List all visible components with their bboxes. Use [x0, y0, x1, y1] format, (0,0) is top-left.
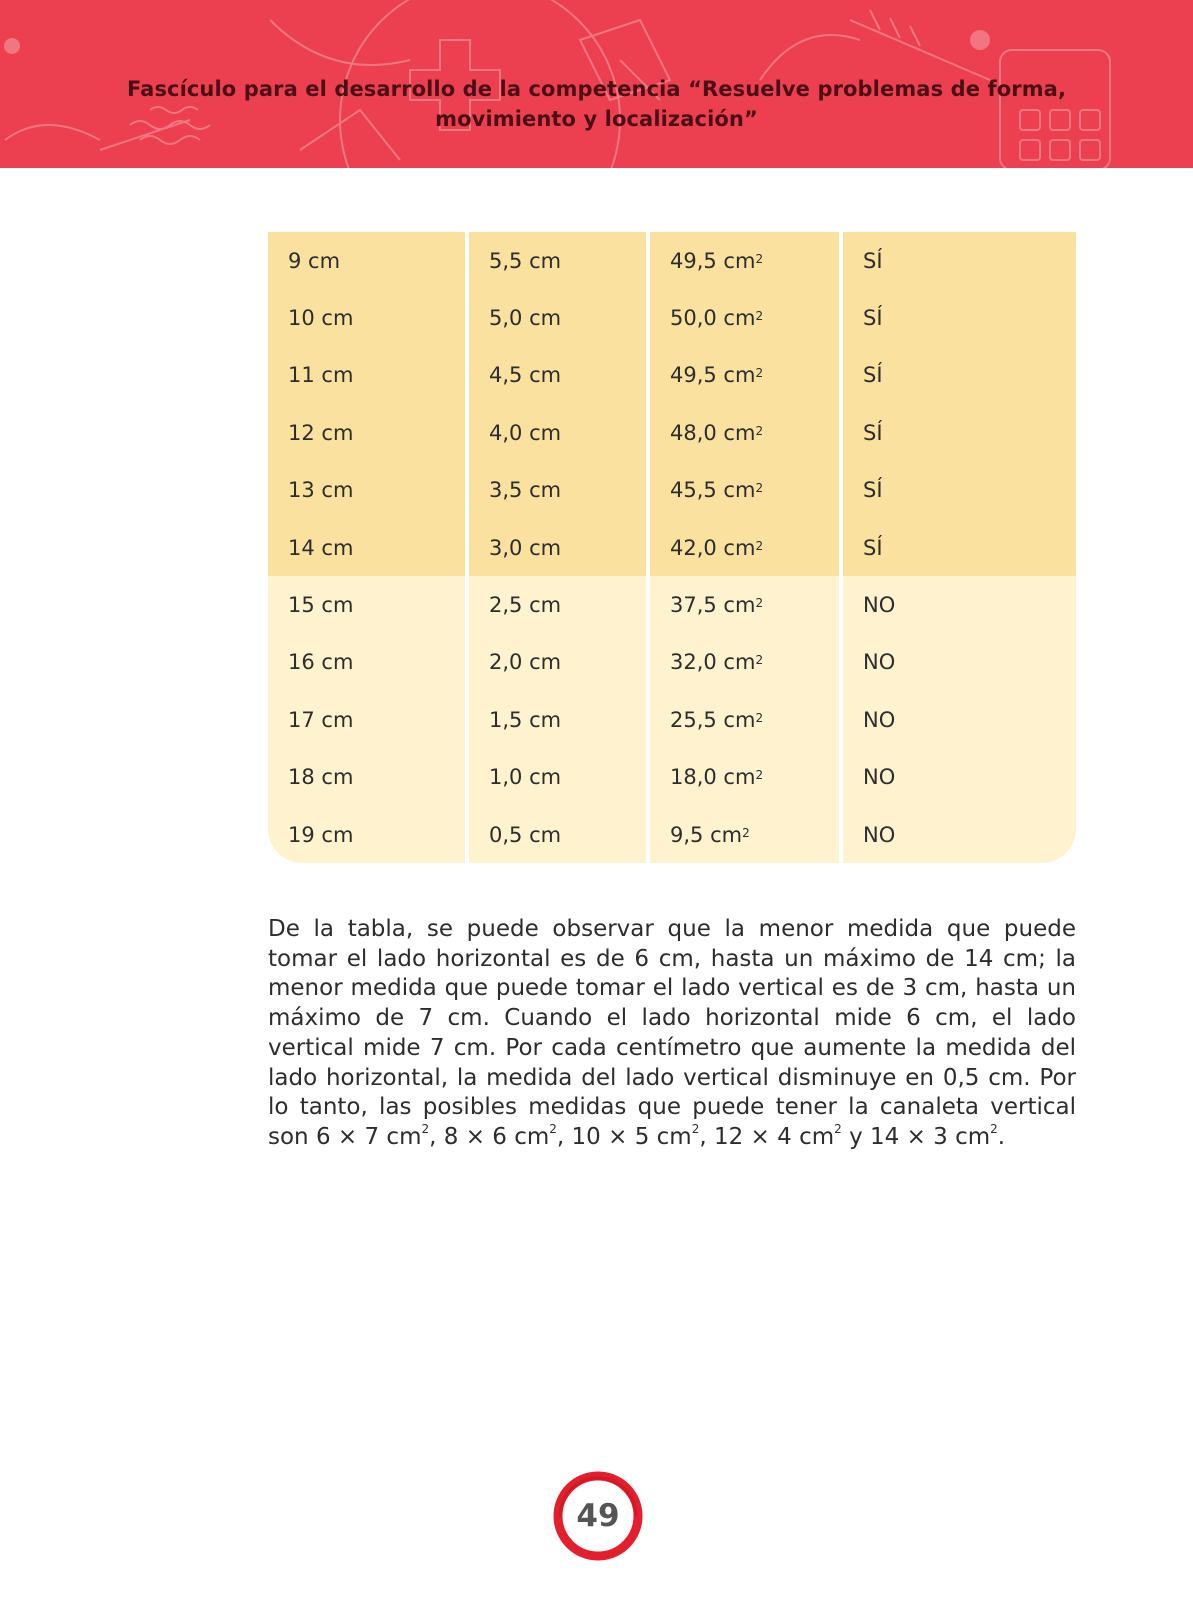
area-cell-text: 9,5 cm	[670, 822, 743, 847]
fits-cell	[843, 749, 1076, 806]
vertical-side-cell-text: 5,5 cm	[489, 248, 562, 273]
vertical-side-cell-text: 3,5 cm	[489, 478, 562, 503]
comma-separator: ,	[699, 1123, 714, 1150]
paragraph-text: De la tabla, se puede observar que la menor medida que puede tomar el lado horizontal es de 6 cm, hasta un máximo de 14 cm; la menor medida que puede tomar el lado vertical es de 3 cm, hasta un máximo de 7 cm. Cuando el lado horizontal mide 6 cm, el lado vertical mide 7 cm. Por cada centímetro que aumente la medida del lado horizontal, la medida del lado vertical disminuye en 0,5 cm. Por lo tanto, las posibles medidas que puede tener la canaleta vertical son	[268, 916, 1076, 1150]
table-row	[268, 404, 1076, 461]
horizontal-side-cell	[268, 576, 469, 633]
horizontal-side-cell-text: 19 cm	[288, 822, 354, 847]
horizontal-side-cell-text: 11 cm	[288, 363, 354, 388]
fits-cell	[843, 462, 1076, 519]
area-cell-text: 49,5 cm	[670, 248, 756, 273]
vertical-side-cell-text: 2,0 cm	[489, 650, 562, 675]
vertical-side-cell-text: 1,5 cm	[489, 707, 562, 732]
fits-cell-text: SÍ	[863, 363, 883, 388]
table-row	[268, 347, 1076, 404]
area-cell: 49,5 cm $^2$	[650, 232, 843, 289]
measure-value: 8 × 6 cm	[443, 1123, 550, 1150]
horizontal-side-cell	[268, 749, 469, 806]
header-title-line-2: movimiento y localización”	[435, 107, 758, 131]
fits-cell-text: NO	[863, 765, 896, 790]
table-row	[268, 634, 1076, 691]
vertical-side-cell-text: 1,0 cm	[489, 765, 562, 790]
comma-separator: ,	[429, 1123, 444, 1150]
header-title-line-1: Fascículo para el desarrollo de la competencia “Resuelve problemas de forma,	[126, 77, 1067, 101]
horizontal-side-cell-text: 13 cm	[288, 478, 354, 503]
vertical-side-cell	[469, 347, 650, 404]
header-title	[0, 74, 1193, 134]
vertical-side-cell	[469, 519, 650, 576]
fits-cell-text: NO	[863, 707, 896, 732]
horizontal-side-cell	[268, 232, 469, 289]
vertical-side-cell	[469, 634, 650, 691]
horizontal-side-cell	[268, 462, 469, 519]
horizontal-side-cell	[268, 519, 469, 576]
vertical-side-cell-text: 4,0 cm	[489, 420, 562, 445]
table-row	[268, 519, 1076, 576]
superscript-2: 2	[691, 1122, 700, 1137]
horizontal-side-cell	[268, 289, 469, 346]
vertical-side-cell	[469, 232, 650, 289]
area-cell: 45,5 cm $^2$	[650, 462, 843, 519]
vertical-side-cell	[469, 576, 650, 633]
table-row	[268, 576, 1076, 633]
measure-value: 10 × 5 cm	[571, 1123, 692, 1150]
fits-cell	[843, 519, 1076, 576]
measure-value: 12 × 4 cm	[713, 1123, 835, 1150]
area-cell: 49,5 cm $^2$	[650, 347, 843, 404]
horizontal-side-cell-text: 18 cm	[288, 765, 354, 790]
area-cell-text: 18,0 cm	[670, 765, 756, 790]
vertical-side-cell-text: 3,0 cm	[489, 535, 562, 560]
area-cell-text: 32,0 cm	[670, 650, 756, 675]
horizontal-side-cell	[268, 404, 469, 461]
vertical-side-cell	[469, 462, 650, 519]
fits-cell-text: SÍ	[863, 420, 883, 445]
area-cell-text: 42,0 cm	[670, 535, 756, 560]
horizontal-side-cell-text: 10 cm	[288, 306, 354, 331]
table-row	[268, 806, 1076, 863]
horizontal-side-cell-text: 17 cm	[288, 707, 354, 732]
measure-value: 6 × 7 cm	[315, 1123, 422, 1150]
area-cell-text: 49,5 cm	[670, 363, 756, 388]
fits-cell	[843, 634, 1076, 691]
horizontal-side-cell	[268, 806, 469, 863]
page-number: 49	[576, 1498, 620, 1534]
fits-cell-text: SÍ	[863, 535, 883, 560]
fits-cell-text: SÍ	[863, 248, 883, 273]
superscript-2: 2	[990, 1122, 998, 1137]
vertical-side-cell	[469, 806, 650, 863]
horizontal-side-cell-text: 12 cm	[288, 420, 354, 445]
header-banner	[0, 0, 1193, 168]
fits-cell	[843, 232, 1076, 289]
area-cell-text: 50,0 cm	[670, 306, 756, 331]
horizontal-side-cell	[268, 634, 469, 691]
page-number-badge	[552, 1470, 644, 1562]
area-cell: 9,5 cm $^2$	[650, 806, 843, 863]
vertical-side-cell	[469, 404, 650, 461]
area-cell: 18,0 cm $^2$	[650, 749, 843, 806]
vertical-side-cell-text: 5,0 cm	[489, 306, 562, 331]
vertical-side-cell	[469, 289, 650, 346]
area-cell-text: 25,5 cm	[670, 707, 756, 732]
horizontal-side-cell	[268, 347, 469, 404]
area-cell-text: 37,5 cm	[670, 593, 756, 618]
explanation-paragraph	[268, 915, 1076, 1153]
paragraph-end: .	[997, 1123, 1006, 1150]
vertical-side-cell-text: 2,5 cm	[489, 593, 562, 618]
horizontal-side-cell-text: 16 cm	[288, 650, 354, 675]
table-row	[268, 289, 1076, 346]
measures-list	[316, 1124, 998, 1150]
area-cell: 37,5 cm $^2$	[650, 576, 843, 633]
horizontal-side-cell-text: 14 cm	[288, 535, 354, 560]
fits-cell-text: SÍ	[863, 478, 883, 503]
area-cell: 50,0 cm $^2$	[650, 289, 843, 346]
superscript-2: 2	[549, 1122, 557, 1137]
area-cell: 48,0 cm $^2$	[650, 404, 843, 461]
area-cell: 32,0 cm $^2$	[650, 634, 843, 691]
fits-cell-text: SÍ	[863, 306, 883, 331]
superscript-2: 2	[421, 1122, 430, 1137]
vertical-side-cell	[469, 749, 650, 806]
table-row	[268, 232, 1076, 289]
fits-cell	[843, 806, 1076, 863]
superscript-2: 2	[834, 1122, 842, 1137]
horizontal-side-cell-text: 15 cm	[288, 593, 354, 618]
and-separator: y	[841, 1123, 870, 1150]
measurements-table	[268, 232, 1076, 863]
fits-cell	[843, 691, 1076, 748]
vertical-side-cell-text: 0,5 cm	[489, 822, 562, 847]
fits-cell-text: NO	[863, 593, 896, 618]
area-cell-text: 48,0 cm	[670, 420, 756, 445]
measure-value: 14 × 3 cm	[870, 1123, 991, 1150]
table-row	[268, 749, 1076, 806]
fits-cell-text: NO	[863, 650, 896, 675]
table-row	[268, 462, 1076, 519]
horizontal-side-cell	[268, 691, 469, 748]
vertical-side-cell-text: 4,5 cm	[489, 363, 562, 388]
fits-cell-text: NO	[863, 822, 896, 847]
fits-cell	[843, 576, 1076, 633]
table-row	[268, 691, 1076, 748]
comma-separator: ,	[556, 1123, 572, 1150]
fits-cell	[843, 347, 1076, 404]
vertical-side-cell	[469, 691, 650, 748]
horizontal-side-cell-text: 9 cm	[288, 248, 341, 273]
fits-cell	[843, 404, 1076, 461]
area-cell: 25,5 cm $^2$	[650, 691, 843, 748]
area-cell: 42,0 cm $^2$	[650, 519, 843, 576]
fits-cell	[843, 289, 1076, 346]
area-cell-text: 45,5 cm	[670, 478, 756, 503]
